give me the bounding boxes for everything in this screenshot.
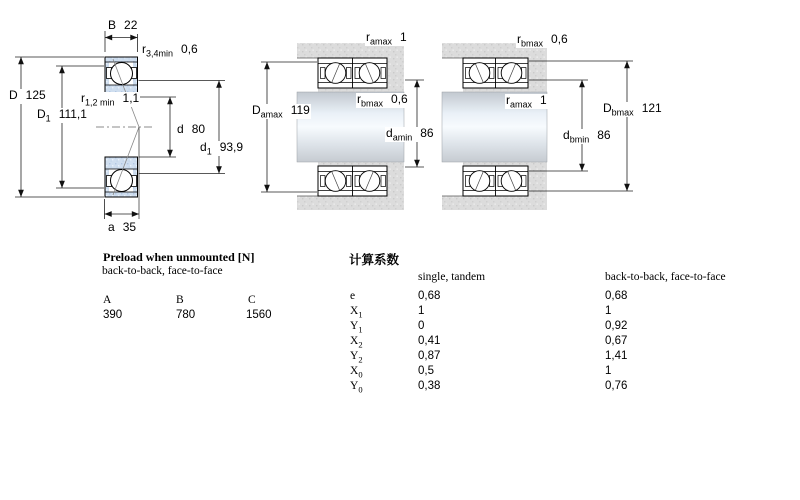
dim-label-B [107,19,138,34]
dim-subscript: 1,2 min [85,97,115,108]
factor-value-paired: 1,41 [605,350,628,362]
factor-row-label: $Y_1$ [350,320,363,335]
bearing-pair-top [318,58,387,88]
factor-value-paired: 1 [605,305,612,317]
factors-col2-header: back-to-back, face-to-face [605,271,726,283]
dim-symbol: D [37,107,46,121]
dim-value: 121 [641,101,662,115]
preload-table-subtitle: back-to-back, face-to-face [102,265,223,277]
factor-value-single: 0,68 [418,290,441,302]
preload-col-header: C [248,294,256,306]
dim-value: 1,1 [122,91,140,105]
factor-row-label: e [350,290,356,302]
bearing-pair-bottom [318,166,387,196]
dim-label-rbmax [356,93,409,108]
dim-symbol: r [366,30,370,44]
dim-label-rbmax [516,33,569,48]
dim-label-Dbmax [602,102,663,117]
factors-table-title: 计算系数 [349,253,400,267]
dim-subscript: 3,4min [146,48,174,59]
dim-symbol: r [81,91,85,105]
dim-symbol: r [357,92,361,106]
dim-subscript: amax [260,109,283,120]
dim-value: 80 [191,122,206,136]
dim-label-damin [385,127,435,142]
factor-value-single: 1 [418,305,425,317]
dim-value: 111,1 [58,107,87,121]
dim-symbol: D [603,101,612,115]
dim-subscript: bmax [521,38,544,49]
factor-value-paired: 1 [605,365,612,377]
dim-value: 35 [122,220,137,234]
dim-label-Damax [251,104,311,119]
dim-value: 0,6 [551,32,568,46]
dim-subscript: bmin [569,134,590,145]
dim-value: 86 [420,126,434,140]
dim-subscript: 1 [45,113,51,124]
dim-label-r12min [80,92,140,107]
dim-label-d [176,123,206,138]
factor-value-paired: 0,92 [605,320,628,332]
dim-label-r34min [141,43,199,58]
preload-col-header: A [103,294,112,306]
bearing-pair-bottom [463,166,528,196]
dim-value: 0,6 [181,42,198,56]
dim-subscript: bmax [361,98,384,109]
dim-symbol: d [177,122,184,136]
factor-row-label: $Y_0$ [350,380,363,395]
dim-label-ramax [365,31,408,46]
dim-symbol: d [200,140,207,154]
dim-label-a [107,221,137,236]
dim-subscript: amax [510,99,533,110]
dim-subscript: bmax [611,107,634,118]
bearing-pair-top [463,58,528,88]
dim-subscript: 1 [206,146,212,157]
factor-value-paired: 0,68 [605,290,628,302]
dim-symbol: d [563,128,570,142]
dim-value: 1 [540,93,547,107]
dim-subscript: amin [392,132,413,143]
factor-value-paired: 0,76 [605,380,628,392]
preload-value: 780 [176,309,196,321]
dim-value: 119 [290,103,310,117]
dim-label-D1 [36,108,88,123]
dim-symbol: r [517,32,521,46]
factor-value-single: 0,41 [418,335,441,347]
dim-subscript: amax [370,36,393,47]
factor-value-single: 0,87 [418,350,441,362]
dim-value: 22 [124,18,138,32]
dim-label-ramax [505,94,548,109]
dim-label-dbmin [562,129,612,144]
dim-symbol: D [9,88,18,102]
dim-value: 1 [400,30,407,44]
dim-symbol: a [108,220,115,234]
factor-row-label: $X_2$ [350,335,363,350]
dim-value: 0,6 [391,92,408,106]
dim-value: 125 [25,88,46,102]
factor-value-single: 0,38 [418,380,441,392]
dim-symbol: r [506,93,510,107]
factor-value-single: 0,5 [418,365,434,377]
factor-row-label: $X_1$ [350,305,363,320]
preload-value: 390 [103,309,123,321]
dim-value: 86 [597,128,611,142]
dim-symbol: B [108,18,117,32]
dim-label-d1 [199,141,244,156]
dim-symbol: r [142,42,146,56]
factor-row-label: $X_0$ [350,365,363,380]
dim-label-D [8,89,47,104]
paired-bearing-figure-b [442,43,633,210]
preload-table-title: Preload when unmounted [N] [103,250,255,264]
dim-value: 93,9 [219,140,244,154]
preload-value: 1560 [246,309,272,321]
dim-symbol: d [386,126,393,140]
factor-value-single: 0 [418,320,425,332]
dim-symbol: D [252,103,261,117]
preload-col-header: B [176,294,184,306]
factor-value-paired: 0,67 [605,335,628,347]
factor-row-label: $Y_2$ [350,350,363,365]
factors-col1-header: single, tandem [418,271,486,283]
